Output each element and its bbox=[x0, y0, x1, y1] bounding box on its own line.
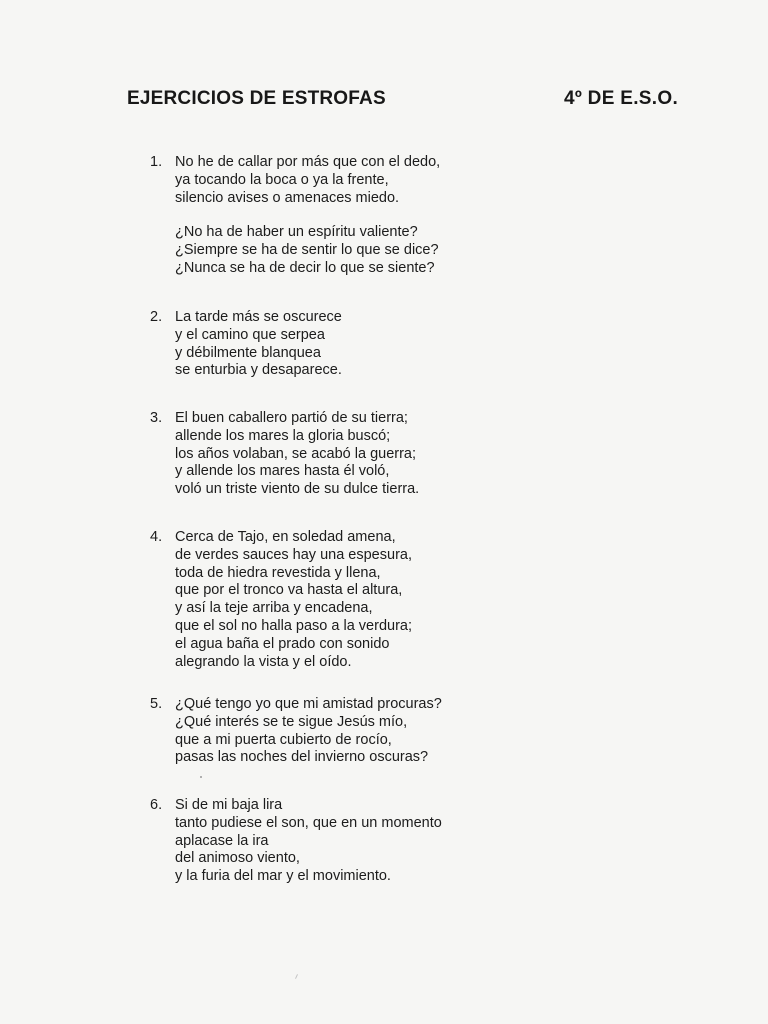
verse-line: ¿No ha de haber un espíritu valiente? bbox=[175, 224, 418, 241]
verse-line: y débilmente blanquea bbox=[175, 344, 321, 361]
verse-line: los años volaban, se acabó la guerra; bbox=[175, 445, 417, 462]
verse-line: ya tocando la boca o ya la frente, bbox=[175, 171, 389, 188]
poem-stanza bbox=[175, 410, 419, 499]
verse-line: y el camino que serpea bbox=[175, 326, 325, 343]
stanza-gap bbox=[175, 207, 440, 224]
verse-line: ¿Nunca se ha de decir lo que se siente? bbox=[175, 259, 435, 276]
verse-line: Si de mi baja lira bbox=[175, 797, 283, 813]
course-label: 4º DE E.S.O. bbox=[564, 88, 679, 109]
verse-line: No he de callar por más que con el dedo, bbox=[175, 154, 441, 170]
verse-line: que el sol no halla paso a la verdura; bbox=[175, 617, 412, 634]
verse-line: tanto pudiese el son, que en un momento bbox=[175, 814, 442, 831]
scan-speck bbox=[200, 776, 202, 778]
verse-line: voló un triste viento de su dulce tierra. bbox=[175, 481, 420, 498]
exercise-number: 5. bbox=[150, 696, 163, 712]
verse-line: pasas las noches del invierno oscuras? bbox=[175, 749, 429, 766]
verse-line: La tarde más se oscurece bbox=[175, 309, 342, 325]
verse-line: toda de hiedra revestida y llena, bbox=[175, 564, 381, 581]
exercise-number: 1. bbox=[150, 154, 163, 170]
poem-stanza bbox=[175, 154, 440, 278]
verse-line: el agua baña el prado con sonido bbox=[175, 635, 390, 652]
poem-stanza bbox=[175, 696, 442, 767]
exercise-number: 4. bbox=[150, 529, 163, 545]
poem-stanza bbox=[175, 797, 442, 886]
verse-line: que a mi puerta cubierto de rocío, bbox=[175, 731, 392, 748]
scan-speck bbox=[295, 974, 298, 979]
verse-line: ¿Siempre se ha de sentir lo que se dice? bbox=[175, 242, 439, 259]
verse-line: Cerca de Tajo, en soledad amena, bbox=[175, 529, 396, 545]
verse-line: que por el tronco va hasta el altura, bbox=[175, 582, 403, 599]
verse-line: ¿Qué interés se te sigue Jesús mío, bbox=[175, 713, 408, 730]
exercise-number: 6. bbox=[150, 797, 163, 813]
exercise-number: 3. bbox=[150, 410, 163, 426]
exercise-number: 2. bbox=[150, 309, 163, 325]
page-title: EJERCICIOS DE ESTROFAS bbox=[127, 88, 386, 109]
verse-line: y así la teje arriba y encadena, bbox=[175, 600, 373, 617]
poem-stanza bbox=[175, 529, 412, 671]
verse-line: El buen caballero partió de su tierra; bbox=[175, 410, 408, 426]
verse-line: silencio avises o amenaces miedo. bbox=[175, 189, 400, 206]
verse-line: aplacase la ira bbox=[175, 832, 269, 849]
verse-line: ¿Qué tengo yo que mi amistad procuras? bbox=[175, 696, 442, 712]
verse-line: y la furia del mar y el movimiento. bbox=[175, 868, 391, 885]
verse-line: se enturbia y desaparece. bbox=[175, 362, 342, 379]
verse-line: de verdes sauces hay una espesura, bbox=[175, 546, 412, 563]
verse-line: allende los mares la gloria buscó; bbox=[175, 427, 391, 444]
verse-line: alegrando la vista y el oído. bbox=[175, 653, 352, 670]
verse-line: y allende los mares hasta él voló, bbox=[175, 463, 390, 480]
verse-line: del animoso viento, bbox=[175, 850, 300, 867]
poem-stanza bbox=[175, 309, 342, 380]
